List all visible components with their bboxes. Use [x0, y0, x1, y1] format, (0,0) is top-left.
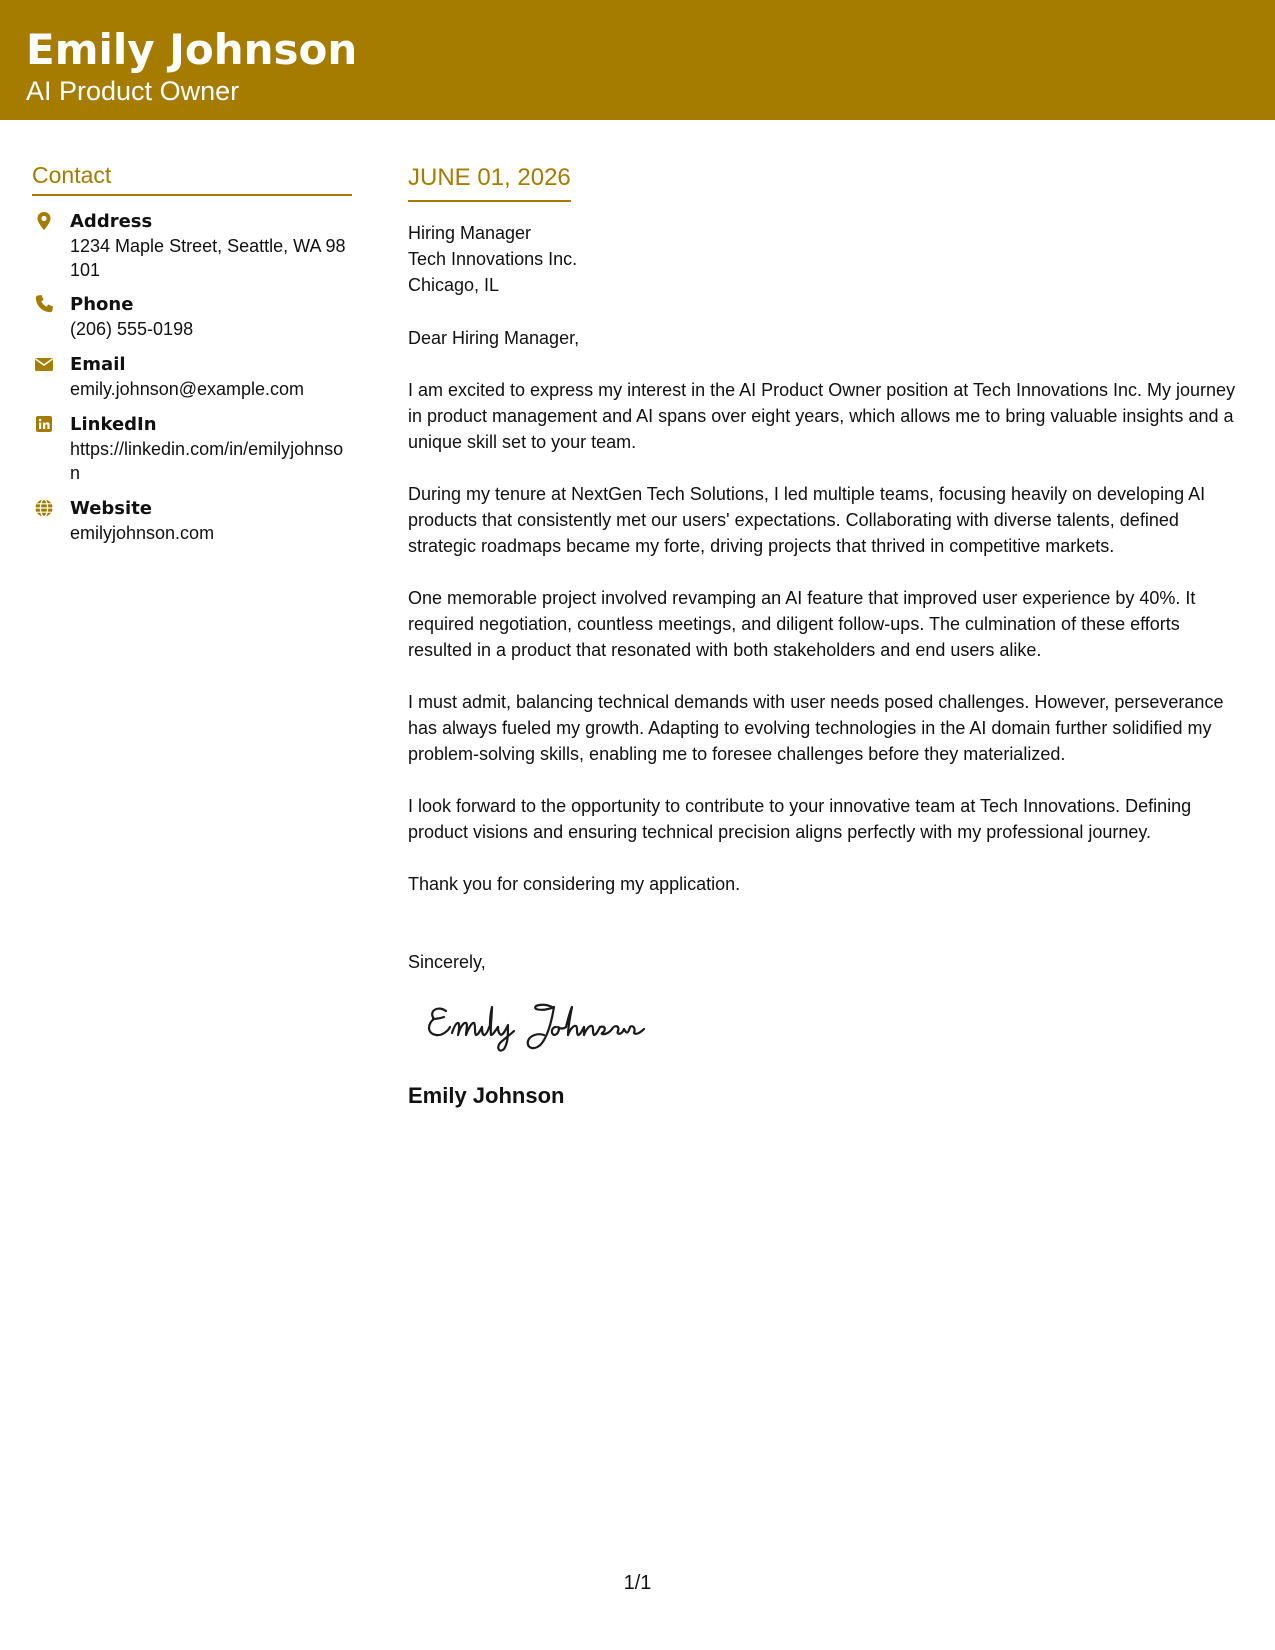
recipient-line: Chicago, IL — [408, 275, 500, 295]
body-paragraph: I must admit, balancing technical demands with user needs posed challenges. However, perseverance has always fueled my growth. Adapting to evolving technologies in the AI domain further solidified my problem-solving skills, enabling me to foresee challenges before they materialized. — [408, 692, 1224, 764]
address-value: 1234 Maple Street, Seattle, WA 98101 — [70, 236, 346, 280]
body-paragraph: I am excited to express my interest in the AI Product Owner position at Tech Innovations Inc. My journey in product management and AI spans over eight years, which allows me to bring valuable insights and a unique skill set to your team. — [408, 380, 1236, 452]
phone-label: Phone — [70, 294, 134, 315]
recipient-line: Tech Innovations Inc. — [408, 249, 578, 269]
letter-paragraphs — [408, 377, 1238, 975]
email-value: emily.johnson@example.com — [70, 379, 305, 399]
globe-icon — [34, 498, 54, 518]
applicant-name: Emily Johnson — [26, 25, 358, 74]
page-number: 1/1 — [623, 1572, 652, 1594]
applicant-title: AI Product Owner — [26, 76, 240, 106]
body-paragraph: I look forward to the opportunity to contribute to your innovative team at Tech Innovations. Defining product visions and ensuring technical precision aligns perfectly with my professional journey. — [408, 796, 1192, 842]
phone-icon — [34, 294, 54, 314]
linkedin-icon — [34, 414, 54, 434]
greeting: Dear Hiring Manager, — [408, 328, 580, 348]
closing: Sincerely, — [408, 952, 486, 972]
contact-phone — [32, 293, 352, 341]
phone-value: (206) 555-0198 — [70, 319, 194, 339]
contact-linkedin — [32, 413, 352, 485]
contact-sidebar — [32, 160, 352, 545]
envelope-icon — [34, 354, 54, 374]
email-label: Email — [70, 354, 126, 375]
website-value[interactable]: emilyjohnson.com — [70, 523, 215, 543]
contact-address — [32, 210, 352, 282]
recipient-line: Hiring Manager — [408, 223, 532, 243]
body-paragraph: Thank you for considering my application. — [408, 874, 741, 894]
letter-body — [408, 162, 1238, 1110]
contact-section-title: Contact — [32, 160, 352, 196]
signer-name: Emily Johnson — [408, 1083, 565, 1108]
recipient-block — [408, 220, 1238, 298]
handwritten-signature — [424, 989, 664, 1055]
contact-email — [32, 353, 352, 401]
contact-website — [32, 497, 352, 545]
website-label: Website — [70, 498, 153, 519]
body-paragraph: One memorable project involved revamping an AI feature that improved user experience by 40%. It required negotiation, countless meetings, and diligent follow-ups. The culmination of these efforts resulted in a product that resonated with both stakeholders and end users alike. — [408, 588, 1196, 660]
location-pin-icon — [34, 211, 54, 231]
header-banner — [0, 0, 1275, 120]
letter-date: JUNE 01, 2026 — [408, 162, 571, 202]
address-label: Address — [70, 211, 153, 232]
linkedin-value[interactable]: https://linkedin.com/in/emilyjohnson — [70, 439, 344, 483]
body-paragraph: During my tenure at NextGen Tech Solutions, I led multiple teams, focusing heavily on developing AI products that consistently met our users' expectations. Collaborating with diverse talents, defined strategic roadmaps became my forte, driving projects that thrived in competitive markets. — [408, 484, 1206, 556]
linkedin-label: LinkedIn — [70, 414, 157, 435]
